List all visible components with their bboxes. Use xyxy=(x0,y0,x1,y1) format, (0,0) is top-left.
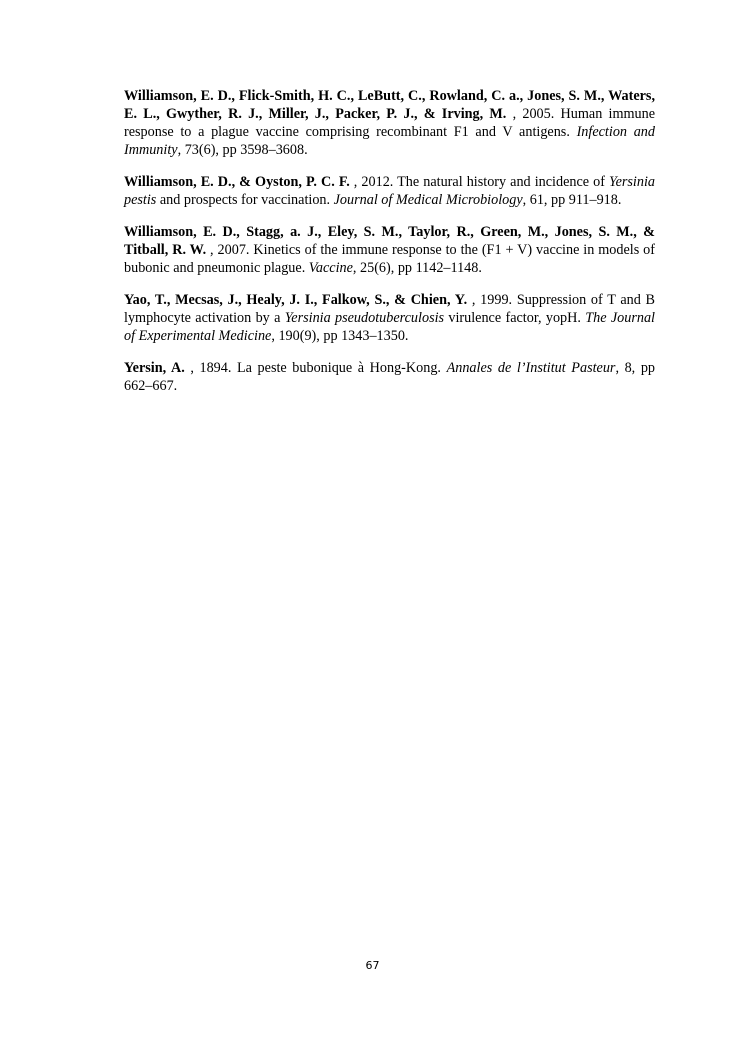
reference-list xyxy=(124,87,655,409)
reference-authors: Williamson, E. D., Flick-Smith, H. C., LeButt, C., Rowland, C. a., Jones, S. M., Waters, E. L., Gwyther, R. J., Miller, J., Packer, P. J., & Irving, M. xyxy=(124,88,655,122)
reference-details: , 8, pp 662–667. xyxy=(124,360,656,394)
reference-title: virulence factor, yopH. xyxy=(444,310,586,326)
reference-journal: Vaccine xyxy=(308,260,353,276)
reference-journal: The Journal of Experimental Medicine xyxy=(124,310,655,344)
reference-authors: Yersin, A. xyxy=(124,360,185,376)
reference-title: La peste bubonique à Hong-Kong. xyxy=(237,360,447,376)
reference-details: , 190(9), pp 1343–1350. xyxy=(271,328,409,344)
reference-details: , 61, pp 911–918. xyxy=(522,192,622,208)
reference-journal: Annales de l’Institut Pasteur xyxy=(446,360,616,376)
reference-title: Kinetics of the immune response to the (F1 + V) vaccine in models of bubonic and pneumonic plague. xyxy=(124,242,655,276)
page-number: 67 xyxy=(365,959,380,972)
reference-year: , 2005. xyxy=(506,106,561,122)
reference-entry xyxy=(124,173,655,209)
reference-authors: Williamson, E. D., Stagg, a. J., Eley, S. M., Taylor, R., Green, M., Jones, S. M., & Titball, R. W. xyxy=(124,224,655,258)
reference-entry xyxy=(124,291,655,345)
reference-authors: Williamson, E. D., & Oyston, P. C. F. xyxy=(124,174,350,190)
reference-entry xyxy=(124,359,655,395)
reference-journal: Journal of Medical Microbiology xyxy=(333,192,523,208)
reference-year: , 2012. xyxy=(349,174,398,190)
reference-authors: Yao, T., Mecsas, J., Healy, J. I., Falkow, S., & Chien, Y. xyxy=(124,292,468,308)
reference-journal: Infection and Immunity xyxy=(124,124,655,158)
reference-entry xyxy=(124,223,655,277)
reference-title-species: Yersinia pseudotuberculosis xyxy=(284,310,445,326)
reference-title-species: Yersinia pestis xyxy=(124,174,655,208)
reference-entry xyxy=(124,87,655,159)
reference-title: Suppression of T and B lymphocyte activation by a xyxy=(124,292,655,326)
reference-year: , 2007. xyxy=(206,242,254,258)
reference-title: Human immune response to a plague vaccine comprising recombinant F1 and V antigens. xyxy=(124,106,656,140)
reference-year: , 1894. xyxy=(184,360,237,376)
reference-details: , 25(6), pp 1142–1148. xyxy=(352,260,482,276)
reference-title: and prospects for vaccination. xyxy=(156,192,334,208)
reference-title: The natural history and incidence of xyxy=(397,174,609,190)
reference-year: , 1999. xyxy=(467,292,517,308)
reference-details: , 73(6), pp 3598–3608. xyxy=(177,142,308,158)
